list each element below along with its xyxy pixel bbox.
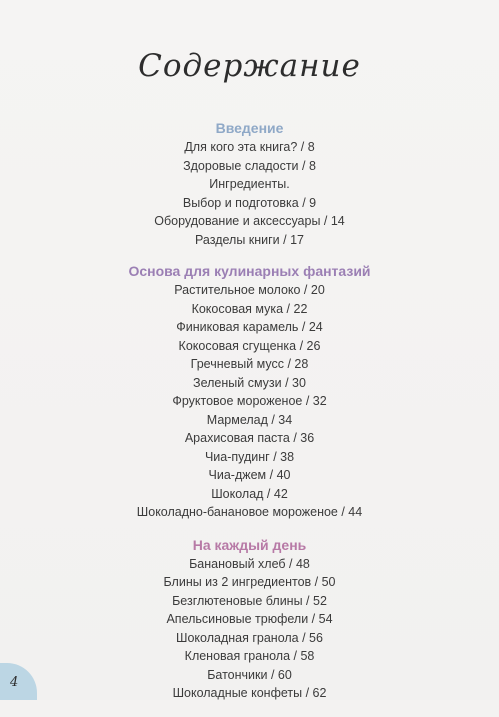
toc-entry: Безглютеновые блины / 52: [172, 593, 327, 608]
toc-entry: Шоколадные конфеты / 62: [172, 686, 327, 700]
page-title: Содержание: [138, 48, 361, 84]
toc-entry: Чиа-пудинг / 38: [204, 449, 295, 464]
toc-section-everyday: [0, 536, 499, 703]
section-title: Основа для кулинарных фантазий: [128, 263, 371, 279]
toc-entry: Кокосовая сгущенка / 26: [178, 338, 321, 353]
section-title: На каждый день: [192, 536, 307, 553]
toc-entry: Для кого эта книга? / 8: [184, 140, 315, 154]
toc-entry: Финиковая карамель / 24: [176, 320, 323, 334]
toc-entry: Шоколадная гранола / 56: [176, 630, 323, 645]
toc-entry: Шоколадно-банановое мороженое / 44: [136, 505, 363, 519]
toc-entry: Кленовая гранола / 58: [184, 649, 315, 663]
toc-entry: Разделы книги / 17: [195, 232, 304, 247]
toc-entry: Блины из 2 ингредиентов / 50: [163, 575, 336, 589]
toc-entry: Гречневый мусс / 28: [190, 357, 309, 371]
toc-entry: Здоровые сладости / 8: [183, 158, 316, 173]
toc-entry: Мармелад / 34: [206, 412, 293, 427]
section-title: Введение: [215, 120, 284, 136]
toc-section-introduction: [0, 119, 499, 249]
toc-entry: Батончики / 60: [207, 667, 292, 682]
toc-entry: Чиа-джем / 40: [208, 468, 291, 482]
toc-entry: Растительное молоко / 20: [174, 283, 325, 297]
table-of-contents: [0, 119, 499, 717]
toc-section-basics: [0, 262, 499, 522]
toc-entry: Апельсиновые трюфели / 54: [166, 612, 333, 626]
toc-entry: Банановый хлеб / 48: [189, 556, 310, 571]
toc-entry: Зеленый смузи / 30: [193, 375, 306, 390]
toc-entry: Ингредиенты. Выбор и подготовка / 9: [182, 177, 317, 210]
toc-entry: Шоколад / 42: [211, 486, 288, 501]
page-number: 4: [10, 675, 19, 690]
toc-entry: Фруктовое мороженое / 32: [172, 394, 327, 408]
toc-entry: Арахисовая паста / 36: [184, 431, 315, 445]
toc-entry: Оборудование и аксессуары / 14: [154, 214, 345, 228]
toc-entry: Кокосовая мука / 22: [191, 301, 308, 316]
